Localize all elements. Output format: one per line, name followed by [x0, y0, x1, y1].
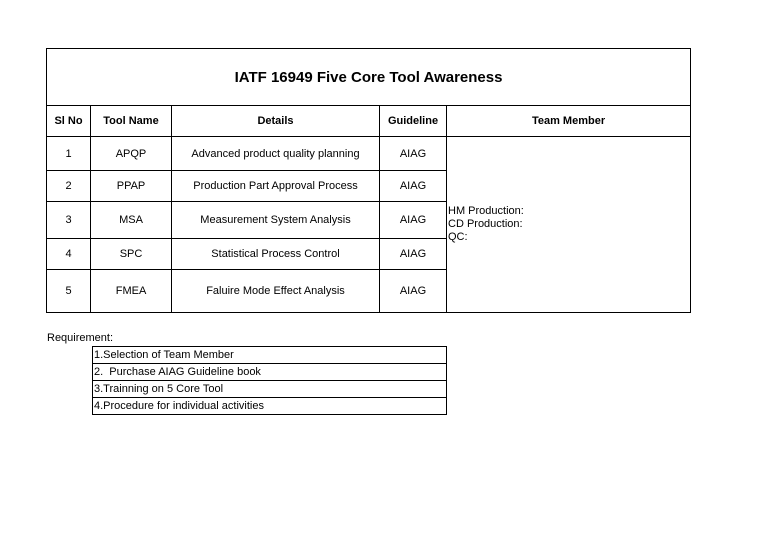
- requirement-item: 3.Trainning on 5 Core Tool: [93, 381, 447, 398]
- cell-sl-no: 5: [47, 270, 91, 313]
- team-member-qc: QC:: [448, 231, 468, 243]
- requirement-label: Requirement:: [47, 332, 114, 344]
- cell-tool-name: APQP: [91, 137, 172, 171]
- cell-sl-no: 2: [47, 171, 91, 202]
- requirement-row: [93, 398, 447, 415]
- header-row: [47, 106, 691, 137]
- requirement-item: 2. Purchase AIAG Guideline book: [93, 364, 447, 381]
- team-member-cell: [447, 137, 691, 313]
- requirement-row: [93, 347, 447, 364]
- table-row: [47, 137, 691, 171]
- cell-tool-name: PPAP: [91, 171, 172, 202]
- cell-details: Faluire Mode Effect Analysis: [172, 270, 380, 313]
- cell-tool-name: FMEA: [91, 270, 172, 313]
- cell-guideline: AIAG: [380, 239, 447, 270]
- cell-details: Statistical Process Control: [172, 239, 380, 270]
- header-details: Details: [172, 106, 380, 137]
- cell-guideline: AIAG: [380, 270, 447, 313]
- header-guideline: Guideline: [380, 106, 447, 137]
- team-member-cd: CD Production:: [448, 218, 523, 230]
- requirement-table: [92, 346, 447, 415]
- cell-sl-no: 4: [47, 239, 91, 270]
- cell-details: Advanced product quality planning: [172, 137, 380, 171]
- requirement-row: [93, 381, 447, 398]
- cell-details: Production Part Approval Process: [172, 171, 380, 202]
- cell-guideline: AIAG: [380, 202, 447, 239]
- requirement-item: 1.Selection of Team Member: [93, 347, 447, 364]
- requirement-item: 4.Procedure for individual activities: [93, 398, 447, 415]
- cell-sl-no: 1: [47, 137, 91, 171]
- table-title: IATF 16949 Five Core Tool Awareness: [47, 49, 691, 106]
- cell-sl-no: 3: [47, 202, 91, 239]
- team-member-hm: HM Production:: [448, 205, 524, 217]
- cell-tool-name: MSA: [91, 202, 172, 239]
- header-tool-name: Tool Name: [91, 106, 172, 137]
- cell-guideline: AIAG: [380, 171, 447, 202]
- core-tool-table: [46, 48, 691, 313]
- header-team-member: Team Member: [447, 106, 691, 137]
- cell-tool-name: SPC: [91, 239, 172, 270]
- cell-details: Measurement System Analysis: [172, 202, 380, 239]
- header-sl-no: Sl No: [47, 106, 91, 137]
- cell-guideline: AIAG: [380, 137, 447, 171]
- requirement-row: [93, 364, 447, 381]
